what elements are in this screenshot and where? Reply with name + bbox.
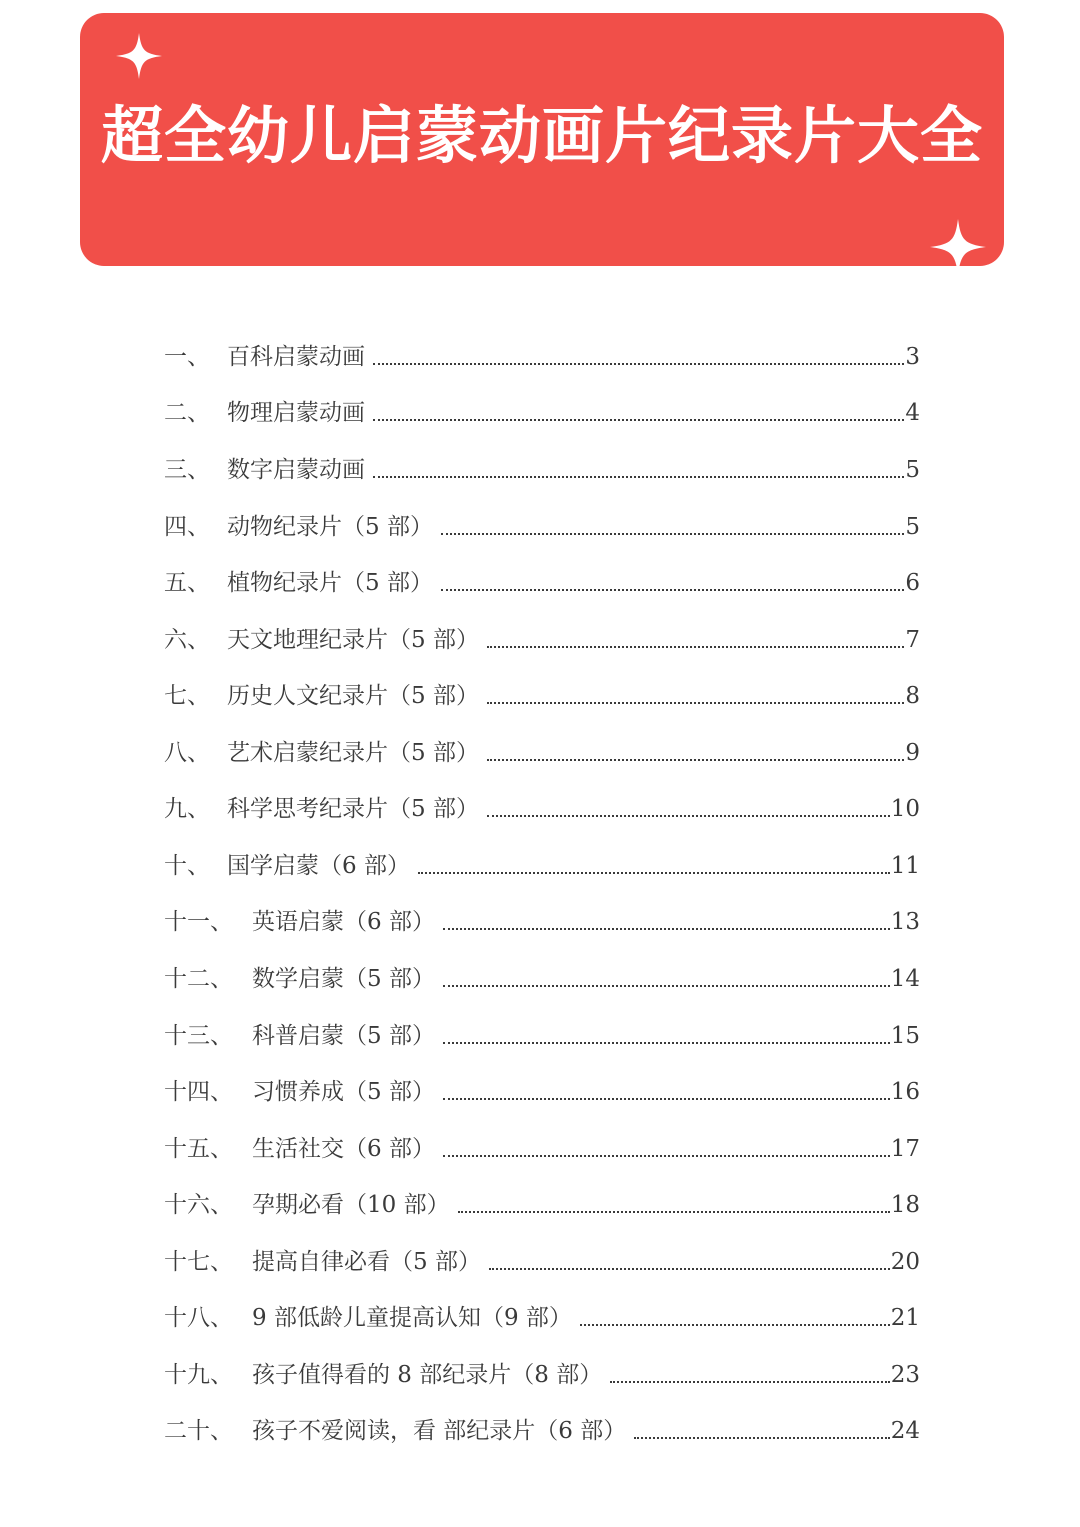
- toc-entry[interactable]: [164, 1355, 920, 1395]
- toc-entry[interactable]: [164, 789, 920, 829]
- toc-entry-page-number: 5: [905, 514, 920, 540]
- toc-entry-number: 十三、: [164, 1023, 233, 1049]
- toc-entry-number: 十二、: [164, 966, 233, 992]
- toc-entry-page-number: 14: [890, 966, 920, 992]
- toc-entry[interactable]: [164, 337, 920, 377]
- toc-entry[interactable]: [164, 1298, 920, 1338]
- toc-entry-title: 艺术启蒙纪录片（5 部）: [227, 740, 479, 766]
- toc-entry[interactable]: [164, 1185, 920, 1225]
- toc-entry[interactable]: [164, 1129, 920, 1169]
- toc-entry-number: 七、: [164, 683, 210, 709]
- toc-entry-page-number: 8: [905, 683, 920, 709]
- toc-entry-number: 二、: [164, 400, 210, 426]
- toc-entry-title: 百科启蒙动画: [227, 344, 365, 370]
- toc-entry-page-number: 24: [890, 1418, 920, 1444]
- toc-entry-number: 十一、: [164, 909, 233, 935]
- toc-entry[interactable]: [164, 450, 920, 490]
- toc-entry[interactable]: [164, 620, 920, 660]
- toc-entry[interactable]: [164, 1411, 920, 1451]
- toc-dot-leader: [443, 1098, 890, 1100]
- toc-dot-leader: [458, 1211, 890, 1213]
- toc-entry-page-number: 15: [890, 1023, 920, 1049]
- toc-dot-leader: [487, 646, 904, 648]
- toc-entry-title: 提高自律必看（5 部）: [252, 1249, 481, 1275]
- toc-entry-page-number: 11: [890, 853, 920, 879]
- toc-entry-title: 植物纪录片（5 部）: [227, 570, 433, 596]
- toc-entry[interactable]: [164, 959, 920, 999]
- toc-dot-leader: [610, 1381, 890, 1383]
- toc-entry-title: 历史人文纪录片（5 部）: [227, 683, 479, 709]
- toc-dot-leader: [487, 759, 904, 761]
- toc-dot-leader: [487, 815, 890, 817]
- toc-entry-title: 英语启蒙（6 部）: [252, 909, 435, 935]
- toc-entry-number: 十七、: [164, 1249, 233, 1275]
- toc-entry-page-number: 5: [905, 457, 920, 483]
- toc-entry[interactable]: [164, 902, 920, 942]
- toc-dot-leader: [634, 1437, 889, 1439]
- toc-entry-title: 数学启蒙（5 部）: [252, 966, 435, 992]
- toc-entry[interactable]: [164, 1016, 920, 1056]
- toc-entry-number: 九、: [164, 796, 210, 822]
- toc-entry[interactable]: [164, 563, 920, 603]
- toc-dot-leader: [443, 985, 890, 987]
- toc-entry-number: 十、: [164, 853, 210, 879]
- toc-entry-number: 十四、: [164, 1079, 233, 1105]
- toc-entry-number: 四、: [164, 514, 210, 540]
- toc-entry-page-number: 18: [890, 1192, 920, 1218]
- toc-entry-number: 十八、: [164, 1305, 233, 1331]
- toc-dot-leader: [487, 702, 904, 704]
- toc-entry-page-number: 21: [890, 1305, 920, 1331]
- toc-entry-page-number: 13: [890, 909, 920, 935]
- sparkle-icon: [930, 219, 986, 275]
- toc-dot-leader: [443, 1042, 890, 1044]
- toc-entry-page-number: 17: [890, 1136, 920, 1162]
- toc-entry-number: 十五、: [164, 1136, 233, 1162]
- toc-entry-number: 三、: [164, 457, 210, 483]
- toc-entry[interactable]: [164, 1242, 920, 1282]
- toc-entry-page-number: 4: [905, 400, 920, 426]
- toc-entry-page-number: 7: [905, 627, 920, 653]
- title-banner: [80, 13, 1004, 266]
- toc-entry-title: 孕期必看（10 部）: [252, 1192, 450, 1218]
- toc-dot-leader: [418, 872, 890, 874]
- toc-dot-leader: [373, 476, 904, 478]
- toc-entry-title: 生活社交（6 部）: [252, 1136, 435, 1162]
- toc-entry-title: 物理启蒙动画: [227, 400, 365, 426]
- toc-entry-title: 科学思考纪录片（5 部）: [227, 796, 479, 822]
- toc-dot-leader: [373, 363, 904, 365]
- toc-entry-title: 孩子不爱阅读，看 部纪录片（6 部）: [252, 1418, 627, 1444]
- toc-dot-leader: [443, 928, 890, 930]
- toc-dot-leader: [441, 589, 904, 591]
- toc-entry[interactable]: [164, 846, 920, 886]
- toc-entry-number: 一、: [164, 344, 210, 370]
- toc-entry-page-number: 16: [890, 1079, 920, 1105]
- toc-entry[interactable]: [164, 393, 920, 433]
- toc-entry-title: 9 部低龄儿童提高认知（9 部）: [252, 1305, 572, 1331]
- toc-dot-leader: [443, 1155, 890, 1157]
- toc-entry[interactable]: [164, 676, 920, 716]
- toc-entry-title: 天文地理纪录片（5 部）: [227, 627, 479, 653]
- toc-entry-page-number: 10: [890, 796, 920, 822]
- toc-entry-title: 国学启蒙（6 部）: [227, 853, 410, 879]
- toc-entry[interactable]: [164, 733, 920, 773]
- sparkle-icon: [116, 33, 162, 79]
- toc-entry-page-number: 23: [890, 1362, 920, 1388]
- toc-entry-page-number: 3: [905, 344, 920, 370]
- toc-entry-page-number: 20: [890, 1249, 920, 1275]
- toc-entry-number: 二十、: [164, 1418, 233, 1444]
- toc-entry-title: 动物纪录片（5 部）: [227, 514, 433, 540]
- toc-entry-title: 科普启蒙（5 部）: [252, 1023, 435, 1049]
- toc-entry-number: 八、: [164, 740, 210, 766]
- toc-entry-title: 数字启蒙动画: [227, 457, 365, 483]
- toc-entry[interactable]: [164, 507, 920, 547]
- toc-entry-number: 十九、: [164, 1362, 233, 1388]
- toc-entry-number: 五、: [164, 570, 210, 596]
- toc-dot-leader: [373, 419, 904, 421]
- toc-entry-number: 六、: [164, 627, 210, 653]
- page-title: 超全幼儿启蒙动画片纪录片大全: [100, 99, 983, 172]
- toc-dot-leader: [580, 1324, 890, 1326]
- toc-dot-leader: [441, 533, 904, 535]
- toc-entry-number: 十六、: [164, 1192, 233, 1218]
- toc-entry-title: 习惯养成（5 部）: [252, 1079, 435, 1105]
- toc-entry-title: 孩子值得看的 8 部纪录片（8 部）: [252, 1362, 603, 1388]
- toc-entry-page-number: 6: [905, 570, 920, 596]
- toc-entry[interactable]: [164, 1072, 920, 1112]
- toc-entry-page-number: 9: [905, 740, 920, 766]
- toc-dot-leader: [489, 1268, 890, 1270]
